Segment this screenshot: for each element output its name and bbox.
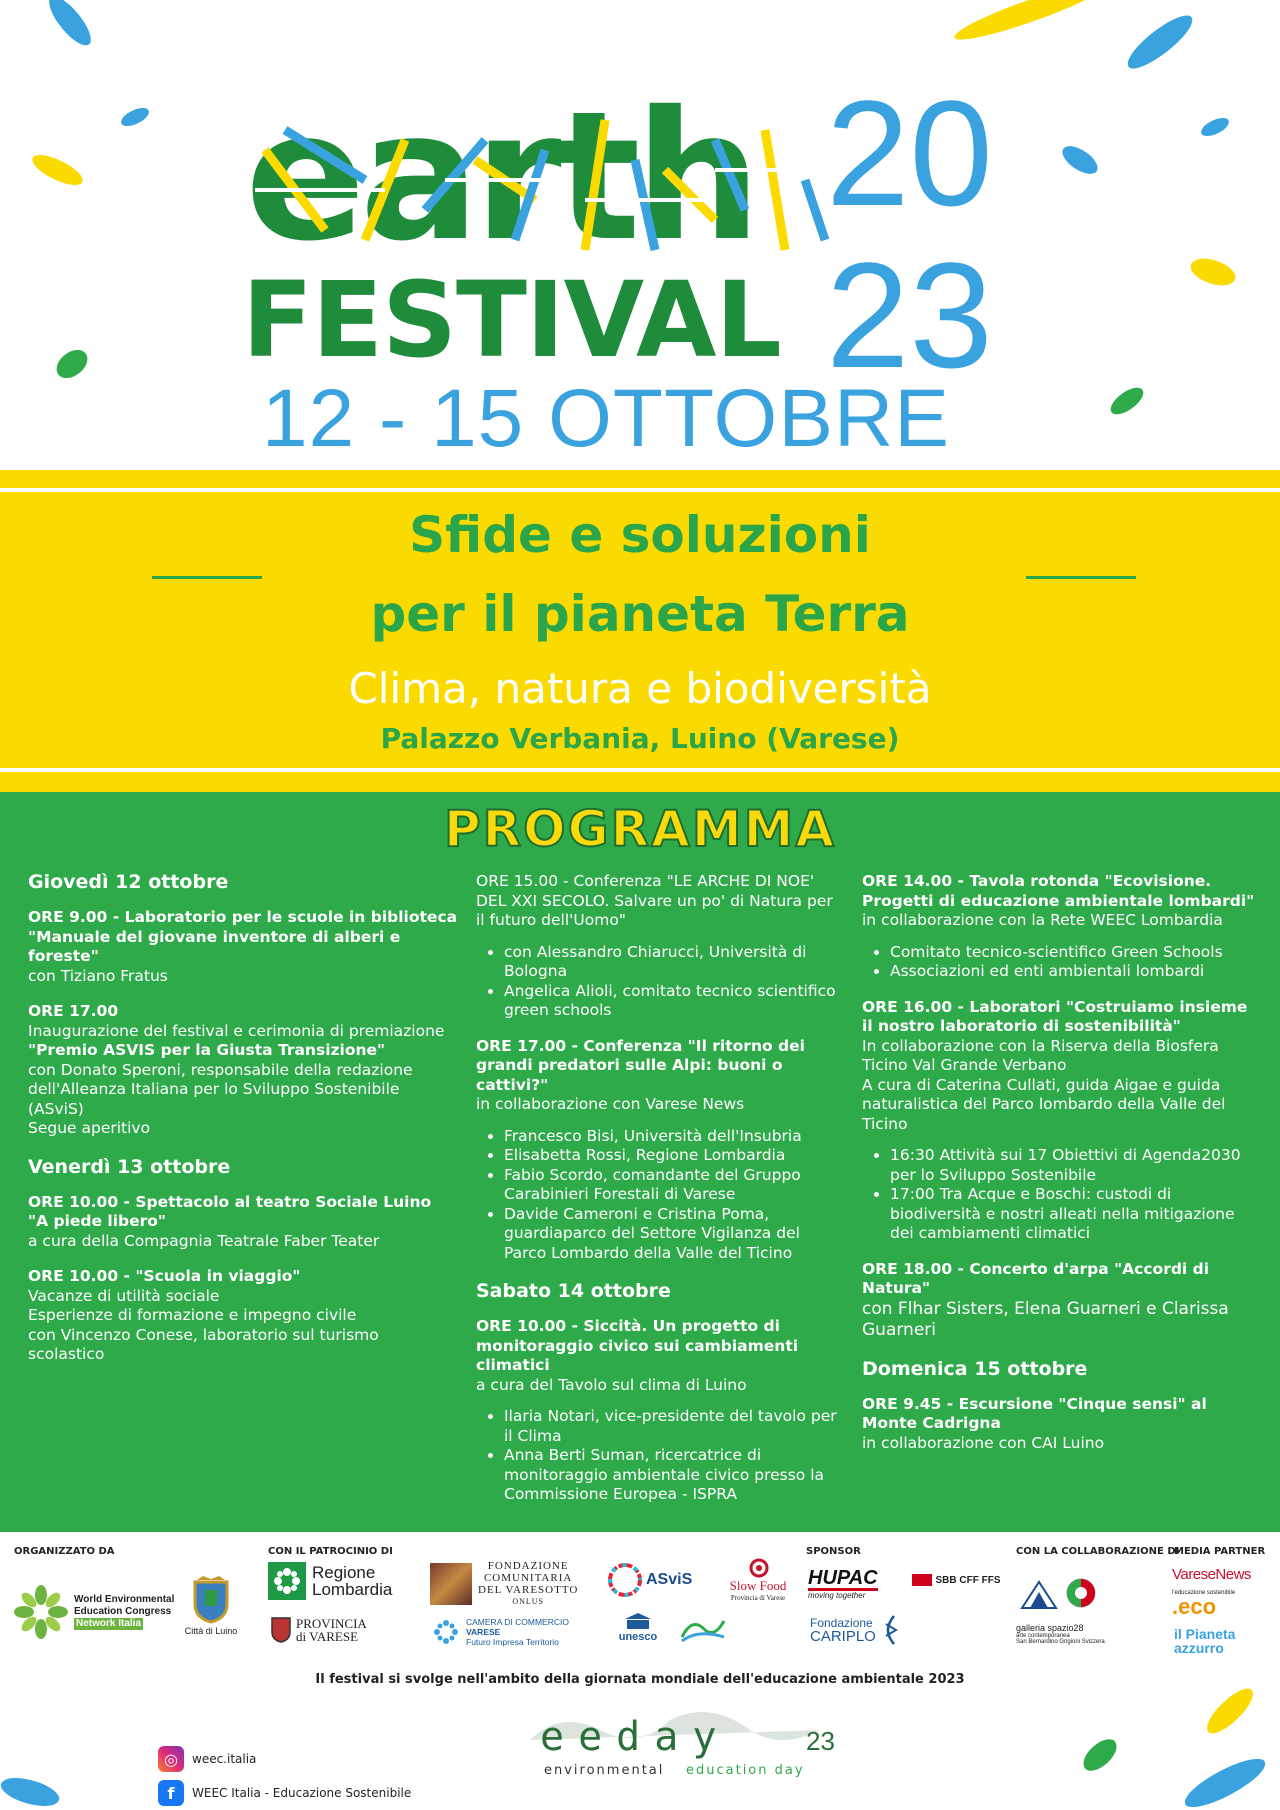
varesenews-text: VareseNews: [1172, 1565, 1251, 1583]
event-title: ORE 16.00 - Laboratori "Costruiamo insieme il nostro laboratorio di sostenibilità": [862, 997, 1248, 1035]
eeday-logo: [520, 1700, 850, 1780]
event-title: ORE 9.00 - Laboratorio per le scuole in biblioteca: [28, 908, 458, 926]
program-event: [476, 1037, 846, 1115]
list-item: • Davide Cameroni e Cristina Poma, guardiaparco del Settore Vigilanza del Parco Lombardo della Valle del Ticino: [504, 1205, 846, 1264]
cai-mountain-icon: [1020, 1578, 1058, 1610]
program-event: [862, 1395, 1262, 1454]
festival-word: FESTIVAL: [242, 259, 781, 381]
camera-text: CAMERA DI COMMERCIO: [466, 1617, 569, 1627]
patrocinio-heading: CON IL PATROCINIO DI: [268, 1546, 393, 1557]
sbb-text: SBB CFF FFS: [935, 1574, 1001, 1586]
fondazione-text: FONDAZIONE: [487, 1560, 569, 1572]
year-bottom: 23: [826, 231, 993, 399]
pianeta-text: azzurro: [1174, 1640, 1224, 1656]
confetti-shape: [119, 105, 152, 128]
event-text: in collaborazione con Varese News: [476, 1095, 745, 1113]
list-item: • 16:30 Attività sui 17 Obiettivi di Agenda2030 per lo Sviluppo Sostenibile: [890, 1146, 1262, 1185]
event-title: ORE 18.00 - Concerto d'arpa "Accordi di Natura": [862, 1259, 1210, 1297]
provincia-varese-logo: [270, 1612, 380, 1648]
regione-text: Regione: [312, 1563, 376, 1582]
instagram-link[interactable]: [158, 1746, 256, 1772]
list-item: • Elisabetta Rossi, Regione Lombardia: [504, 1146, 846, 1166]
media-heading: MEDIA PARTNER: [1174, 1546, 1266, 1557]
galleria-text: San Bernardino Grigioni Svizzera: [1016, 1639, 1105, 1645]
confetti-shape: [44, 0, 96, 52]
svg-text:environmental: environmental: [544, 1763, 665, 1778]
confetti-shape: [52, 346, 93, 382]
speaker-list: [476, 943, 846, 1021]
camera-text: Futuro Impresa Territorio: [466, 1637, 559, 1647]
event-title: ORE 17.00: [28, 1002, 119, 1020]
luino-text: Città di Luino: [184, 1626, 238, 1636]
regione-lombardia-logo: [268, 1560, 416, 1602]
list-item: • Anna Berti Suman, ricercatrice di monitoraggio ambientale civico presso la Commissione Europea - ISPRA: [504, 1446, 846, 1505]
program-event: [862, 872, 1262, 931]
event-title: ORE 17.00 - Conferenza "Il ritorno dei grandi predatori sulle Alpi: buoni o cattivi?": [476, 1036, 805, 1094]
galleria-text: galleria spazio28: [1016, 1623, 1084, 1633]
program-column-3: [862, 872, 1262, 1469]
facebook-link[interactable]: [158, 1780, 411, 1806]
event-text: In collaborazione con la Riserva della Biosfera Ticino Val Grande Verbano: [862, 1036, 1219, 1074]
list-item: • Francesco Bisi, Università dell'Insubria: [504, 1127, 846, 1147]
eco-logo: [1172, 1588, 1262, 1620]
event-title: ORE 10.00 - Siccità. Un progetto di monitoraggio civico sui cambiamenti climatici: [476, 1317, 799, 1374]
band-title-line1: Sfide e soluzioni: [409, 506, 871, 564]
event-text: con Tiziano Fratus: [28, 966, 168, 985]
sbb-arrow-icon: [912, 1574, 932, 1586]
program-event: [28, 1002, 458, 1139]
luino-logo: [176, 1566, 246, 1646]
day-heading: Domenica 15 ottobre: [862, 1357, 1088, 1380]
biosphere-icon: [678, 1613, 728, 1643]
fondazione-text: ONLUS: [512, 1597, 544, 1606]
program-event: [476, 1317, 846, 1395]
band-location: Palazzo Verbania, Luino (Varese): [380, 722, 900, 755]
eco-text: .eco: [1172, 1594, 1217, 1619]
camera-commercio-logo: [432, 1614, 592, 1650]
festival-note: Il festival si svolge nell'ambito della giornata mondiale dell'educazione ambientale 2023: [315, 1672, 965, 1687]
day-heading: Giovedì 12 ottobre: [28, 871, 229, 893]
band-dash-left: [152, 576, 262, 579]
event-title: ORE 9.45 - Escursione "Cinque sensi" al Monte Cadrigna: [862, 1394, 1207, 1432]
asvis-text: ASviS: [646, 1571, 693, 1588]
year-top: 20: [826, 69, 993, 237]
sdg-wheel-icon: [608, 1563, 642, 1597]
sbb-logo: [906, 1570, 1006, 1590]
event-text: con Flhar Sisters, Elena Guarneri e Clarissa Guarneri: [862, 1298, 1229, 1340]
event-text: a cura della Compagnia Teatrale Faber Teater: [28, 1231, 380, 1250]
confetti-shape: [951, 0, 1110, 46]
provincia-text: PROVINCIA di VARESE: [296, 1616, 367, 1644]
svg-text:23: 23: [806, 1726, 835, 1756]
svg-text:earth: earth: [245, 100, 756, 260]
pianeta-azzurro-logo: [1174, 1626, 1264, 1656]
list-item: • Associazioni ed enti ambientali lombardi: [890, 962, 1262, 982]
band-stripe: [0, 768, 1280, 772]
confetti-shape: [1106, 384, 1148, 419]
hupac-text: HUPAC: [808, 1567, 878, 1589]
day-heading: Sabato 14 ottobre: [476, 1280, 671, 1302]
confetti-shape: [0, 1770, 62, 1810]
event-text: in collaborazione con la Rete WEEC Lombardia: [862, 911, 1223, 929]
program-column-2: [476, 872, 846, 1521]
provincia-crest-icon: [270, 1616, 292, 1644]
organizzato-heading: ORGANIZZATO DA: [14, 1546, 115, 1557]
list-item: • con Alessandro Chiarucci, Università di Bologna: [504, 943, 846, 982]
event-text: Segue aperitivo: [28, 1119, 151, 1137]
unesco-temple-icon: [623, 1613, 653, 1631]
fondazione-text: DEL VARESOTTO: [478, 1584, 579, 1596]
list-item: • 17:00 Tra Acque e Boschi: custodi di biodiversità e nostri alleati nella mitigazione dei cambiamenti climatici: [890, 1185, 1262, 1244]
earth-logo: [245, 100, 835, 260]
band-subtitle: Clima, natura e biodiversità: [348, 664, 932, 713]
speaker-list: [476, 1407, 846, 1505]
instagram-handle: weec.italia: [192, 1752, 257, 1766]
weec-text: World Environmental: [74, 1594, 175, 1605]
cai-logo: [1018, 1576, 1060, 1612]
luino-crest-icon: [191, 1576, 231, 1624]
hupac-subtext: moving together: [808, 1591, 866, 1600]
cariplo-text: Fondazione: [810, 1616, 873, 1630]
weec-text: Education Congress: [74, 1606, 172, 1617]
facebook-handle: WEEC Italia - Educazione Sostenibile: [192, 1786, 412, 1800]
italian-flag-logo: [1064, 1576, 1098, 1610]
regione-text: Lombardia: [312, 1580, 393, 1599]
event-text: Inaugurazione del festival e cerimonia di premiazione: [28, 1021, 445, 1040]
speaker-list: [862, 943, 1262, 982]
eco-subtext: l'educazione sostenibile: [1172, 1590, 1236, 1596]
galleria-text: arte contemporanea: [1016, 1633, 1070, 1639]
rosa-camuna-icon: [268, 1562, 306, 1600]
asvis-logo: [608, 1560, 708, 1600]
event-title: ORE 10.00 - "Scuola in viaggio": [28, 1267, 301, 1285]
program-event: [862, 998, 1262, 1135]
event-text: ORE 15.00 - Conferenza "LE ARCHE DI NOE' DEL XXI SECOLO. Salvare un po' di Natura per il futuro dell'Uomo": [476, 872, 833, 929]
galleria-logo: [1016, 1616, 1126, 1652]
cariplo-text: CARIPLO: [810, 1628, 876, 1645]
instagram-icon: ◎: [158, 1746, 184, 1772]
event-text: con Vincenzo Conese, laboratorio sul turismo scolastico: [28, 1325, 379, 1363]
event-title: ORE 14.00 - Tavola rotonda "Ecovisione. Progetti di educazione ambientale lombardi": [862, 872, 1255, 910]
facebook-icon: f: [158, 1780, 184, 1806]
program-event: [862, 1260, 1262, 1341]
camera-text: VARESE: [466, 1627, 501, 1637]
confetti-shape: [1058, 139, 1101, 180]
confetti-shape: [1199, 115, 1232, 138]
program-column-1: [28, 870, 458, 1381]
confetti-shape: [1187, 251, 1239, 292]
hupac-logo: [808, 1564, 898, 1604]
varesenews-logo: [1172, 1564, 1276, 1584]
event-text: Vacanze di utilità sociale: [28, 1286, 220, 1305]
confetti-shape: [1120, 9, 1199, 75]
unesco-logo: [610, 1610, 666, 1646]
header: [0, 0, 1280, 470]
program-event: [28, 1267, 458, 1365]
slowfood-logo: [716, 1556, 800, 1604]
svg-text:eeday: eeday: [540, 1714, 731, 1760]
band-stripe: [0, 488, 1280, 492]
svg-text:education day: education day: [686, 1763, 805, 1778]
unesco-text: unesco: [618, 1631, 658, 1643]
event-title: "A piede libero": [28, 1212, 166, 1230]
sponsor-heading: SPONSOR: [806, 1546, 861, 1557]
weec-text: Network Italia: [76, 1618, 142, 1629]
festival-dates: 12 - 15 OTTOBRE: [262, 373, 950, 464]
program-event: [28, 1193, 458, 1252]
slowfood-text: Slow Food: [729, 1578, 787, 1593]
fondazione-text: COMUNITARIA: [483, 1572, 573, 1584]
program-event: [476, 872, 846, 931]
slowfood-text: Provincia di Varese: [730, 1594, 786, 1602]
biosphere-logo: [676, 1612, 730, 1644]
event-title: "Manuale del giovane inventore di alberi e foreste": [28, 927, 401, 965]
list-item: • Angelica Alioli, comitato tecnico scientifico green schools: [504, 982, 846, 1021]
camera-commercio-icon: [432, 1618, 460, 1646]
list-item: • Comitato tecnico-scientifico Green Schools: [890, 943, 1262, 963]
day-heading: Venerdì 13 ottobre: [28, 1155, 231, 1178]
list-item: • Ilaria Notari, vice-presidente del tavolo per il Clima: [504, 1407, 846, 1446]
event-text: in collaborazione con CAI Luino: [862, 1433, 1105, 1452]
italian-flag-icon: [1066, 1578, 1096, 1608]
confetti-shape: [29, 148, 87, 193]
band-title-line2: per il pianeta Terra: [370, 585, 910, 643]
fondazione-painting-icon: [430, 1563, 472, 1605]
weec-logo: [14, 1582, 180, 1642]
confetti-shape: [1179, 1752, 1272, 1810]
collaborazione-heading: CON LA COLLABORAZIONE DI: [1016, 1546, 1180, 1557]
confetti-shape: [1200, 1683, 1260, 1738]
weec-flower-icon: [14, 1585, 68, 1639]
speaker-list: [476, 1127, 846, 1264]
fondazione-comunitaria-logo: [430, 1560, 590, 1608]
list-item: • Fabio Scordo, comandante del Gruppo Carabinieri Forestali di Varese: [504, 1166, 846, 1205]
cariplo-logo: [810, 1610, 910, 1650]
event-text: a cura del Tavolo sul clima di Luino: [476, 1375, 747, 1394]
event-title: ORE 10.00 - Spettacolo al teatro Sociale Luino: [28, 1192, 432, 1211]
event-text: Esperienze di formazione e impegno civile: [28, 1306, 357, 1324]
pianeta-text: il Pianeta: [1174, 1626, 1236, 1642]
activity-list: [862, 1146, 1262, 1244]
band-dash-right: [1026, 576, 1136, 579]
program-title: PROGRAMMA: [443, 800, 837, 858]
snail-icon: [745, 1558, 771, 1578]
event-title: "Premio ASVIS per la Giusta Transizione": [28, 1041, 386, 1059]
event-text: A cura di Caterina Cullati, guida Aigae e guida naturalistica del Parco lombardo della Valle del Ticino: [862, 1075, 1226, 1133]
program-event: [28, 908, 458, 986]
cariplo-icon: [882, 1614, 898, 1646]
event-text: con Donato Speroni, responsabile della redazione dell'Alleanza Italiana per lo Sviluppo Sostenibile (ASviS): [28, 1060, 413, 1118]
confetti-shape: [1077, 1735, 1122, 1776]
